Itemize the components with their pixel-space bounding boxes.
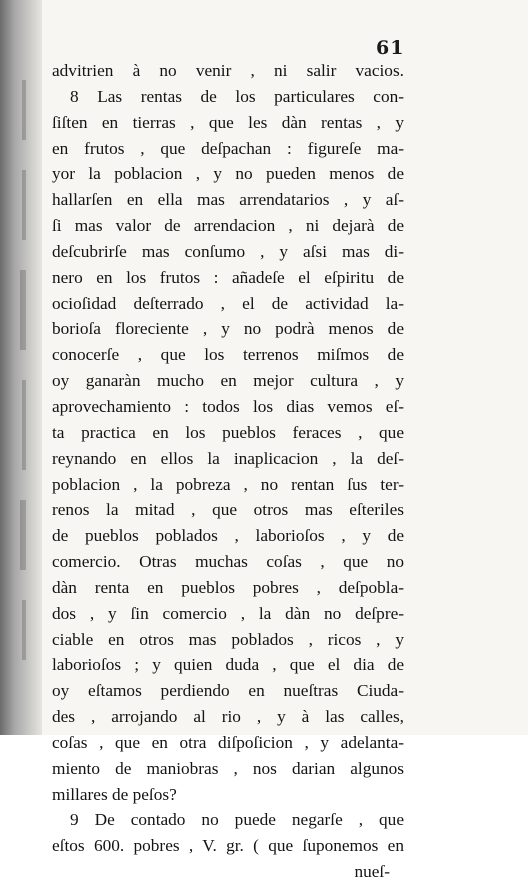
text-line: ocioſidad deſterrado , el de actividad la-	[52, 293, 404, 313]
text-line: de pueblos poblados , laborioſos , y de	[52, 526, 404, 546]
text-line: eſtos 600. pobres , V. gr. ( que ſuponemos en	[52, 836, 404, 856]
page-number: 61	[376, 37, 405, 59]
text-line: aprovechamiento : todos los dias vemos eſ-	[52, 396, 404, 416]
text-line: coſas , que en otra diſpoſicion , y adelanta-	[52, 732, 404, 752]
text-line: comercio. Otras muchas coſas , que no	[52, 552, 404, 572]
text-line: 8 Las rentas de los particulares con-	[70, 86, 404, 106]
text-line: yor la poblacion , y no pueden menos de	[52, 164, 404, 184]
text-line: hallarſen en ella mas arrendatarios , y aſ-	[52, 190, 404, 210]
text-line: nero en los frutos : añadeſe el eſpiritu de	[52, 267, 404, 287]
text-line: conocerſe , que los terrenos miſmos de	[52, 345, 404, 365]
text-line: laborioſos ; y quien duda , que el dia de	[52, 655, 404, 675]
text-line: dos , y ſin comercio , la dàn no deſpre-	[52, 603, 404, 623]
text-line: en frutos , que deſpachan : figureſe ma-	[52, 138, 404, 158]
text-line: borioſa floreciente , y no podrà menos de	[52, 319, 404, 339]
text-line: millares de peſos?	[52, 784, 177, 804]
text-line: des , arrojando al rio , y à las calles,	[52, 707, 404, 727]
text-line: 9 De contado no puede negarſe , que	[70, 810, 404, 830]
text-line: poblacion , la pobreza , no rentan ſus ter-	[52, 474, 404, 494]
text-line: renos la mitad , que otros mas eſteriles	[52, 500, 404, 520]
bleed-through-ink	[8, 80, 48, 680]
text-line: deſcubrirſe mas conſumo , y aſsi mas di-	[52, 241, 404, 261]
text-line: advitrien à no venir , ni salir vacios.	[52, 61, 404, 80]
text-line: miento de maniobras , nos darian algunos	[52, 758, 404, 778]
text-line: oy eſtamos perdiendo en nueſtras Ciuda-	[52, 681, 404, 701]
text-line: dàn renta en pueblos pobres , deſpobla-	[52, 577, 404, 597]
text-line: ciable en otros mas poblados , ricos , y	[52, 629, 404, 649]
catchword: nueſ-	[354, 862, 390, 882]
text-line: reynando en ellos la inaplicacion , la deſ-	[52, 448, 404, 468]
text-line: ta practica en los pueblos feraces , que	[52, 422, 404, 442]
text-line: ſiſten en tierras , que les dàn rentas , y	[52, 112, 404, 132]
text-line: oy ganaràn mucho en mejor cultura , y	[52, 371, 404, 391]
body-text	[52, 58, 404, 885]
text-line: ſi mas valor de arrendacion , ni dejarà de	[52, 216, 404, 236]
